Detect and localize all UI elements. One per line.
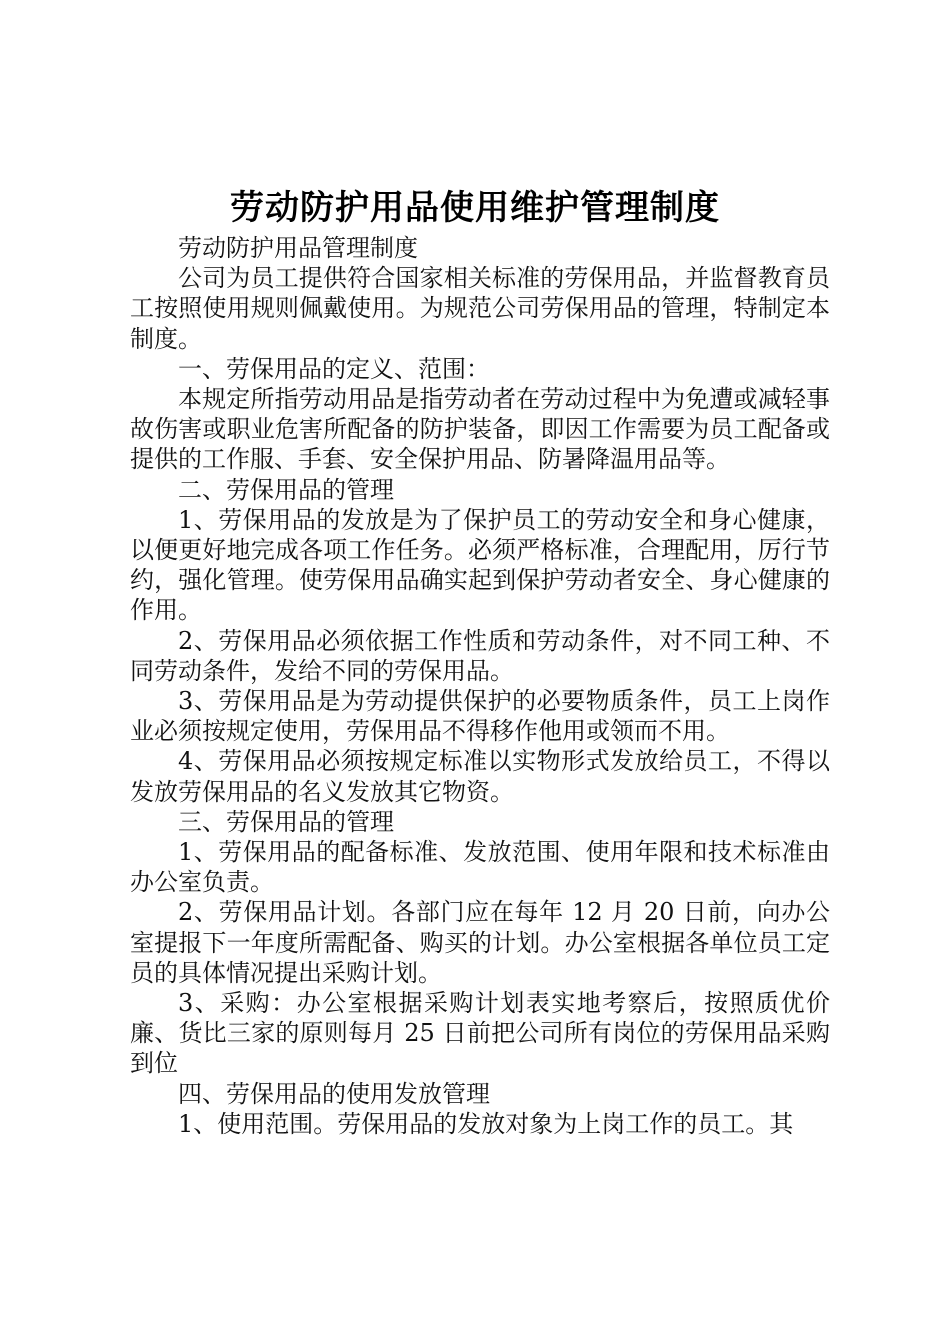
- paragraph-subtitle: 劳动防护用品管理制度: [178, 234, 418, 262]
- paragraph-procurement: 3、采购：办公室根据采购计划表实地考察后，按照质优价廉、货比三家的原则每月 25 日前把公司所有岗位的劳保用品采购到位: [130, 989, 830, 1078]
- document-title: 劳动防护用品使用维护管理制度: [230, 188, 720, 228]
- paragraph-definition: 本规定所指劳动用品是指劳动者在劳动过程中为免遭或减轻事故伤害或职业危害所配备的防护装备，即因工作需要为员工配备或提供的工作服、手套、安全保护用品、防暑降温用品等。: [130, 385, 830, 474]
- paragraph-management-2: 2、劳保用品必须依据工作性质和劳动条件，对不同工种、不同劳动条件，发给不同的劳保用品。: [130, 626, 830, 685]
- document-body: [130, 233, 830, 1139]
- section-heading-1: 一、劳保用品的定义、范围：: [178, 354, 490, 383]
- section-heading-2: 二、劳保用品的管理: [178, 475, 394, 504]
- paragraph-management-3: 3、劳保用品是为劳动提供保护的必要物质条件，员工上岗作业必须按规定使用，劳保用品不得移作他用或领而不用。: [130, 687, 830, 746]
- paragraph-plan: 2、劳保用品计划。各部门应在每年 12 月 20 日前，向办公室提报下一年度所需配备、购买的计划。办公室根据各单位员工定员的具体情况提出采购计划。: [130, 898, 830, 987]
- section-heading-4: 四、劳保用品的使用发放管理: [178, 1079, 490, 1108]
- paragraph-intro: 公司为员工提供符合国家相关标准的劳保用品，并监督教育员工按照使用规则佩戴使用。为规范公司劳保用品的管理，特制定本制度。: [130, 264, 830, 353]
- paragraph-management-4: 4、劳保用品必须按规定标准以实物形式发放给员工，不得以发放劳保用品的名义发放其它物资。: [130, 747, 830, 806]
- paragraph-standards: 1、劳保用品的配备标准、发放范围、使用年限和技术标准由办公室负责。: [130, 838, 830, 897]
- paragraph-scope: 1、使用范围。劳保用品的发放对象为上岗工作的员工。其: [178, 1109, 794, 1138]
- paragraph-management-1: 1、劳保用品的发放是为了保护员工的劳动安全和身心健康，以便更好地完成各项工作任务。必须严格标准，合理配用，厉行节约，强化管理。使劳保用品确实起到保护劳动者安全、身心健康的作用。: [130, 505, 830, 625]
- section-heading-3: 三、劳保用品的管理: [178, 807, 394, 836]
